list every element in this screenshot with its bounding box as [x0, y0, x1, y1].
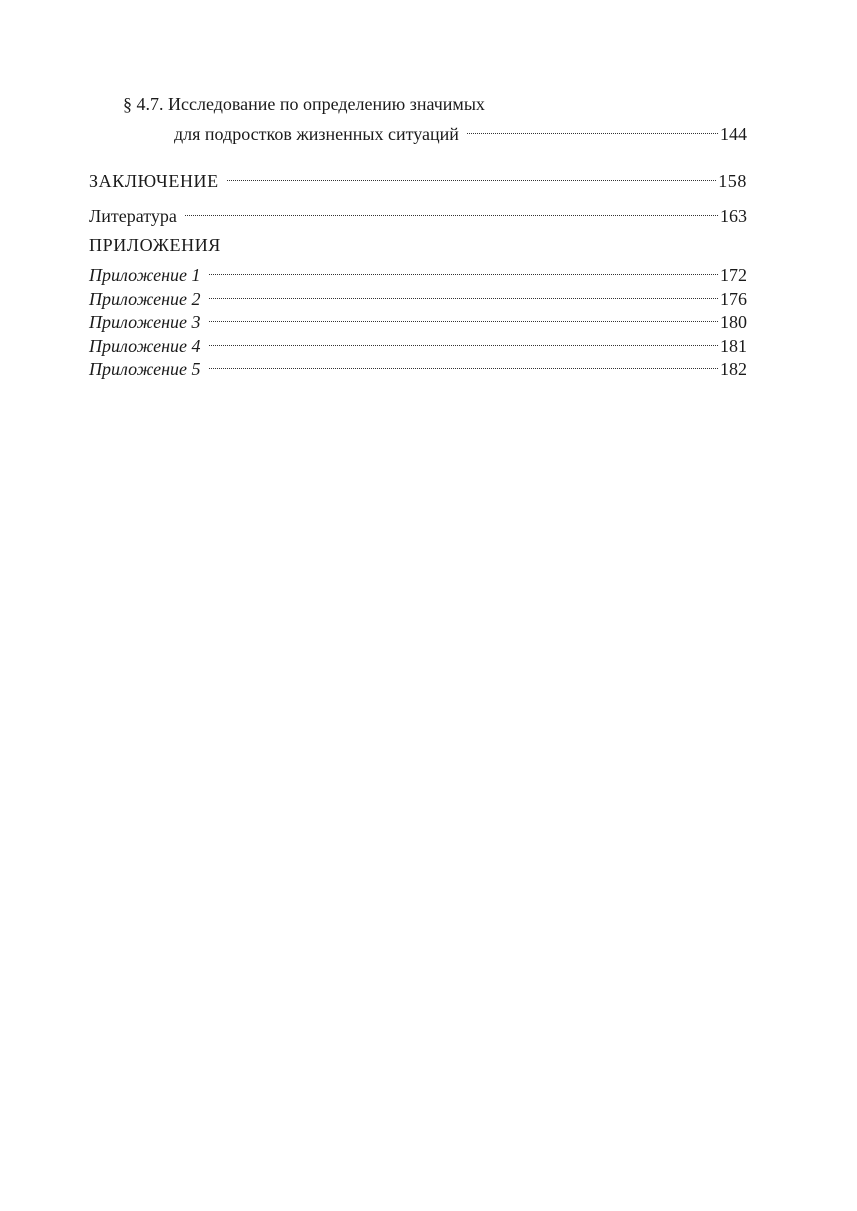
toc-entry-title: Приложение 5 — [89, 359, 201, 379]
dot-leader — [209, 281, 718, 305]
page-number: 163 — [720, 206, 747, 226]
dot-leader — [209, 258, 718, 282]
page-number: 176 — [720, 288, 747, 309]
toc-entry-title: Приложение 3 — [89, 312, 201, 332]
toc-entry-title: § 4.7. Исследование по определению значимых — [123, 94, 485, 114]
toc-entry-title: Приложение 1 — [89, 265, 201, 285]
appendices-heading: ПРИЛОЖЕНИЯ — [89, 235, 221, 255]
toc-entry-section-4-7[interactable] — [89, 93, 747, 144]
toc-entry-title: ЗАКЛЮЧЕНИЕ — [89, 170, 219, 191]
toc-entry-title: Литература — [89, 206, 177, 226]
table-of-contents — [89, 93, 747, 379]
toc-entry-title: Приложение 4 — [89, 335, 201, 356]
page-number: 172 — [720, 265, 747, 285]
page-number: 182 — [720, 359, 747, 379]
dot-leader — [209, 352, 718, 376]
page-number: 181 — [720, 335, 747, 356]
dot-leader — [209, 305, 718, 329]
dot-leader — [467, 117, 718, 141]
toc-entry-conclusion[interactable] — [89, 163, 747, 191]
dot-leader — [185, 199, 718, 223]
dot-leader — [227, 163, 716, 187]
toc-entry-title-continued: для подростков жизненных ситуаций — [174, 124, 459, 144]
page-number: 144 — [720, 124, 747, 144]
dot-leader — [209, 328, 718, 352]
page-number: 158 — [718, 170, 747, 191]
toc-entry-row — [89, 117, 747, 144]
toc-entry-literature[interactable] — [89, 199, 747, 226]
page-number: 180 — [720, 312, 747, 332]
toc-entry-appendix-1[interactable] — [89, 258, 747, 285]
toc-entry-title: Приложение 2 — [89, 288, 201, 309]
